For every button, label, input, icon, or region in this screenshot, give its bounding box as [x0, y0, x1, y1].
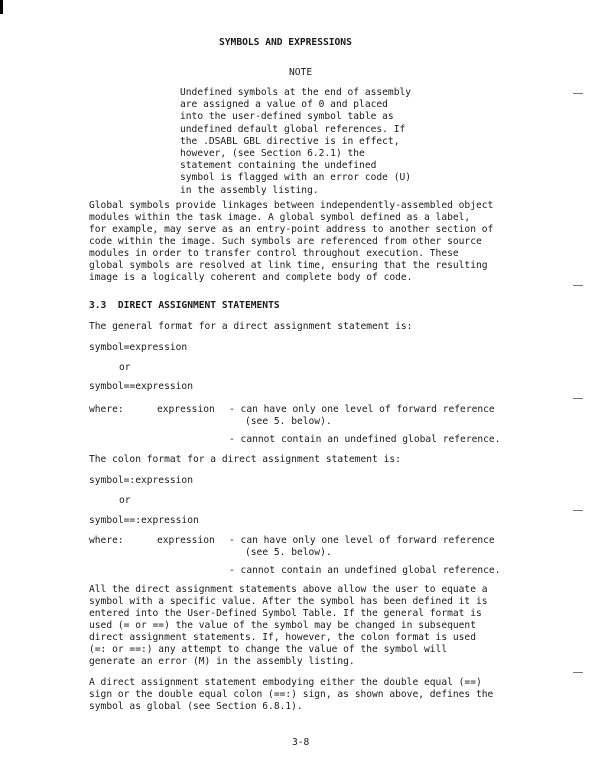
page-header: SYMBOLS AND EXPRESSIONS	[219, 37, 352, 48]
general-format-intro: The general format for a direct assignment statement is:	[89, 321, 413, 332]
paragraph-line: for example, may serve as an entry-point address to another section of	[89, 224, 494, 235]
note-heading: NOTE	[289, 67, 313, 78]
note-line: symbol is flagged with an error code (U)	[180, 172, 412, 183]
where-label: where:	[89, 535, 124, 546]
where-item-line: - can have only one level of forward reference	[229, 535, 495, 546]
paragraph-line: modules within the task image. A global symbol defined as a label,	[89, 212, 471, 223]
paragraph-line: modules in order to transfer control throughout execution. These	[89, 248, 459, 259]
paragraph-line: used (= or ==) the value of the symbol may be changed in subsequent	[89, 620, 476, 631]
paragraph-line: All the direct assignment statements above allow the user to equate a	[89, 584, 488, 595]
section-number: 3.3	[89, 300, 107, 311]
where-item-line: - cannot contain an undefined global reference.	[229, 565, 501, 576]
general-format-form2: symbol==expression	[89, 381, 193, 392]
paragraph-line: code within the image. Such symbols are referenced from other source	[89, 236, 482, 247]
paragraph-line: sign or the double equal colon (==:) sign, as shown above, defines the	[89, 689, 494, 700]
where-label: where:	[89, 404, 124, 415]
where-item-line: - cannot contain an undefined global reference.	[229, 434, 501, 445]
note-line: the .DSABL GBL directive is in effect,	[180, 136, 400, 147]
paragraph-line: symbol with a specific value. After the symbol has been defined it is	[89, 596, 488, 607]
paragraph-line: A direct assignment statement embodying either the double equal (==)	[89, 677, 482, 688]
paragraph-line: direct assignment statements. If, however, the colon format is used	[89, 632, 476, 643]
margin-mark	[573, 285, 583, 286]
note-line: however, (see Section 6.2.1) the	[180, 148, 365, 159]
paragraph-line: image is a logically coherent and complete body of code.	[89, 272, 413, 283]
paragraph-line: global symbols are resolved at link time, ensuring that the resulting	[89, 260, 488, 271]
colon-format-intro: The colon format for a direct assignment statement is:	[89, 454, 401, 465]
where-term: expression	[157, 404, 215, 415]
where-term: expression	[157, 535, 215, 546]
colon-format-form1: symbol=:expression	[89, 475, 193, 486]
paragraph-line: symbol as global (see Section 6.8.1).	[89, 701, 303, 712]
margin-mark	[573, 398, 583, 399]
where-item-line: - can have only one level of forward reference	[229, 404, 495, 415]
note-line: are assigned a value of 0 and placed	[180, 99, 388, 110]
page-edge-mark	[0, 0, 3, 14]
note-line: undefined default global references. If	[180, 124, 406, 135]
general-format-form1: symbol=expression	[89, 342, 188, 353]
paragraph-line: (=: or ==:) any attempt to change the value of the symbol will	[89, 644, 448, 655]
paragraph-line: Global symbols provide linkages between independently-assembled object	[89, 200, 494, 211]
paragraph-line: generate an error (M) in the assembly listing.	[89, 656, 355, 667]
section-heading	[89, 300, 280, 312]
where-item-line: (see 5. below).	[245, 416, 332, 427]
note-line: Undefined symbols at the end of assembly	[180, 87, 412, 98]
margin-mark	[573, 510, 583, 511]
general-format-or: or	[119, 362, 131, 373]
note-line: statement containing the undefined	[180, 160, 377, 171]
margin-mark	[573, 93, 583, 94]
note-line: into the user-defined symbol table as	[180, 111, 394, 122]
paragraph-line: entered into the User-Defined Symbol Table. If the general format is	[89, 608, 482, 619]
colon-format-or: or	[119, 495, 131, 506]
section-title: DIRECT ASSIGNMENT STATEMENTS	[117, 300, 280, 311]
margin-mark	[573, 672, 583, 673]
colon-format-form2: symbol==:expression	[89, 515, 199, 526]
note-line: in the assembly listing.	[180, 185, 319, 196]
where-item-line: (see 5. below).	[245, 547, 332, 558]
page-number: 3-8	[292, 737, 310, 748]
